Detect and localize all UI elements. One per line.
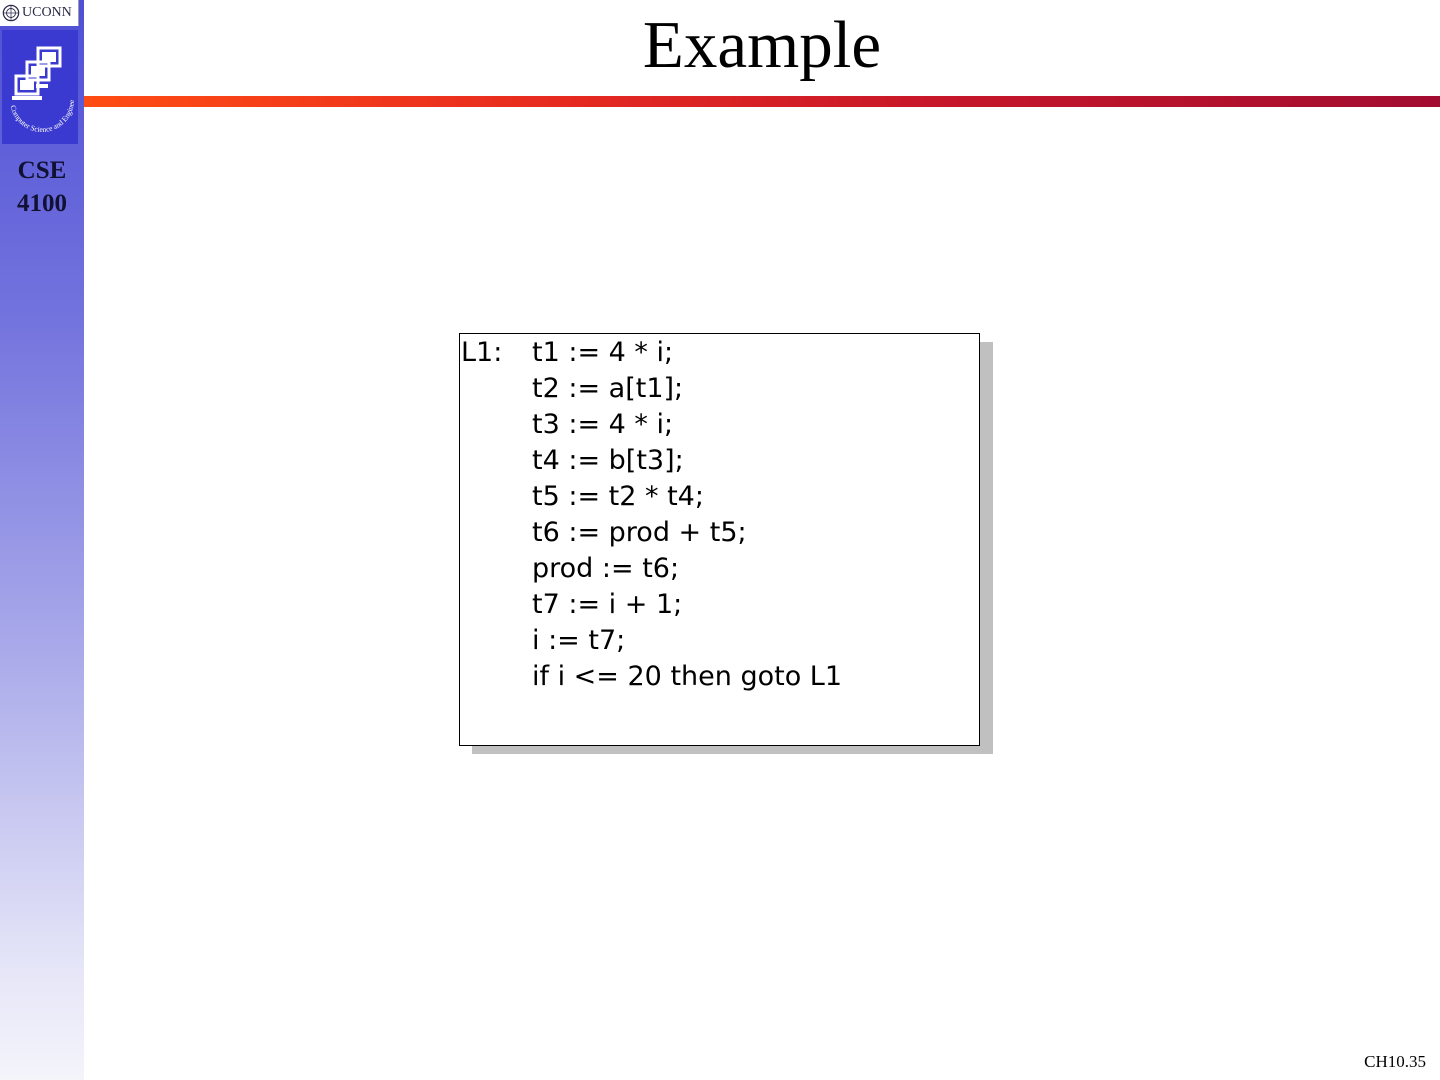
code-label: L1: (461, 337, 503, 368)
course-code-line2: 4100 (17, 190, 67, 217)
code-statements (532, 335, 842, 695)
page-number: CH10.35 (1364, 1052, 1426, 1071)
svg-text:Computer Science and Engineeri: Computer Science and Enginee (8, 99, 77, 135)
code-line: t1 := 4 * i; (532, 337, 674, 368)
code-line: t2 := a[t1]; (532, 373, 684, 404)
code-line: t7 := i + 1; (532, 589, 683, 620)
code-line: t6 := prod + t5; (532, 517, 747, 548)
uconn-logo-text: UCONN (22, 5, 72, 20)
course-code (0, 154, 84, 220)
code-line: t5 := t2 * t4; (532, 481, 704, 512)
code-line: i := t7; (532, 625, 626, 656)
code-line: t4 := b[t3]; (532, 445, 684, 476)
uconn-logo (0, 0, 79, 26)
course-code-line1: CSE (17, 157, 67, 184)
code-line: if i <= 20 then goto L1 (532, 661, 843, 692)
sidebar (0, 0, 84, 1080)
code-line: t3 := 4 * i; (532, 409, 674, 440)
university-seal-icon (2, 4, 20, 22)
title-divider (84, 96, 1440, 107)
code-box (459, 333, 980, 746)
slide-title: Example (642, 8, 882, 82)
code-line: prod := t6; (532, 553, 680, 584)
cse-department-logo-icon (2, 30, 78, 144)
